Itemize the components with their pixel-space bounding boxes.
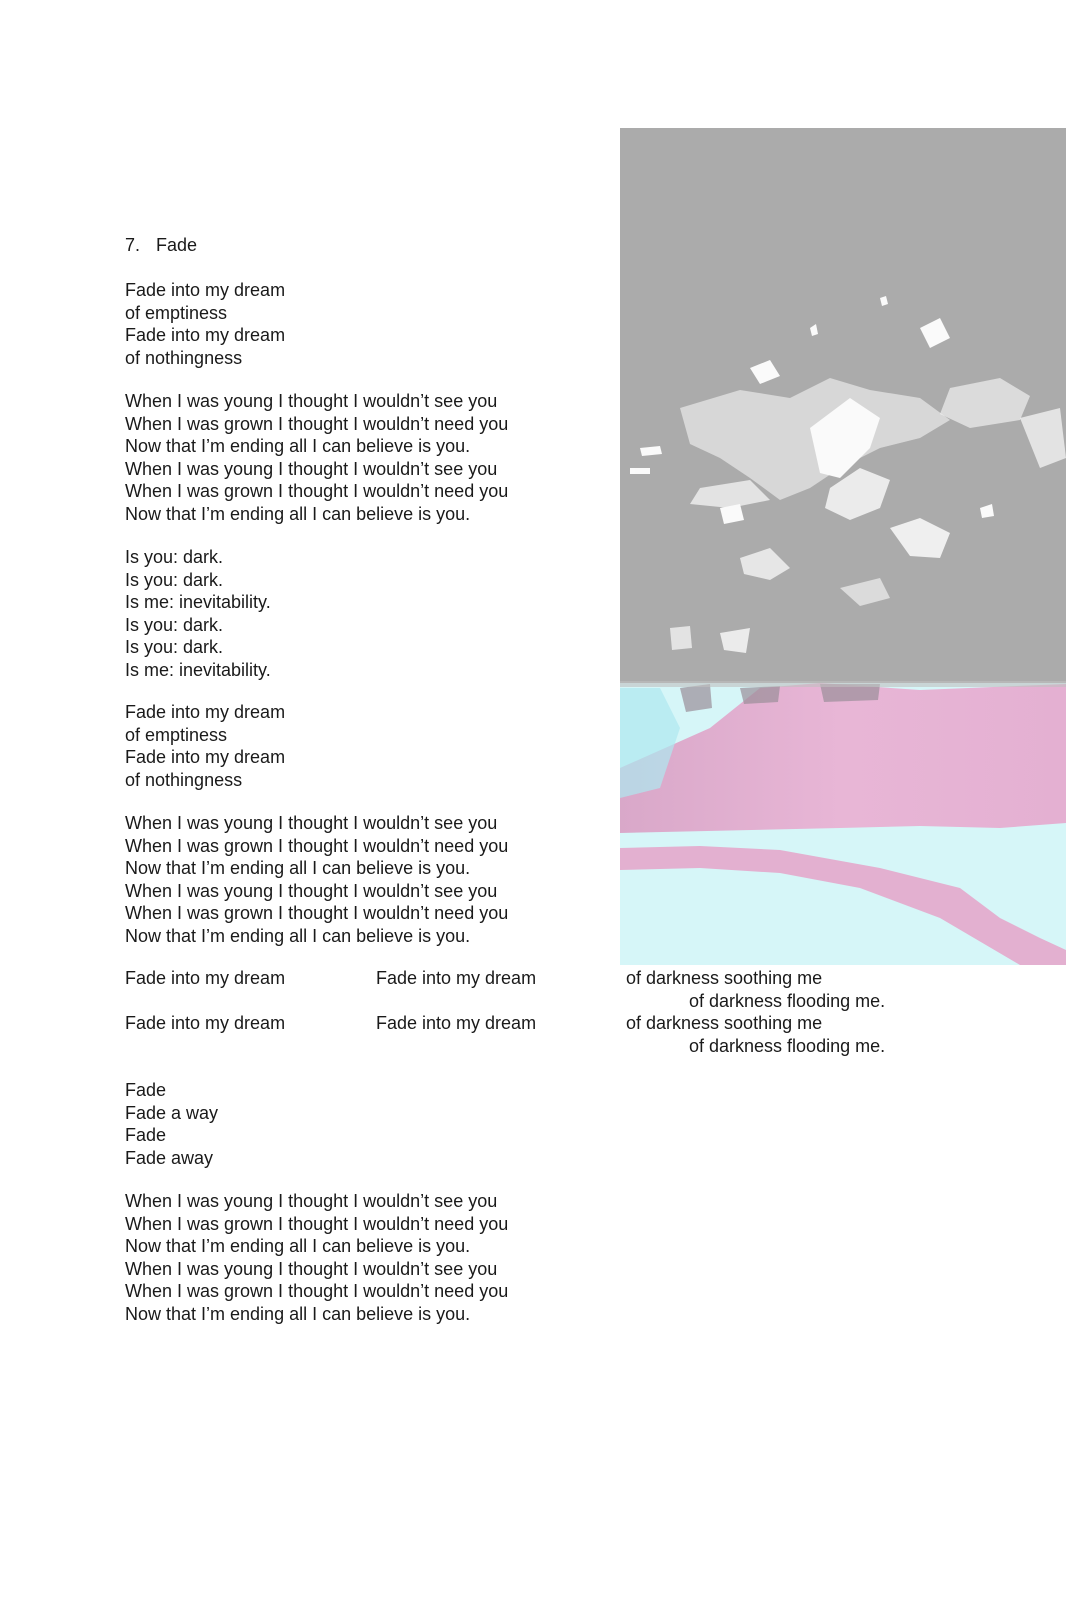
lyric-line: When I was grown I thought I wouldn’t need you	[125, 903, 509, 924]
lyric-line: When I was grown I thought I wouldn’t need you	[125, 1281, 509, 1302]
stanza-8	[125, 1190, 508, 1326]
lyric-line: When I was grown I thought I wouldn’t need you	[125, 481, 509, 502]
lyric-line: Is me: inevitability.	[125, 592, 271, 613]
lyric-line: of nothingness	[125, 769, 243, 790]
lyric-line: Fade into my dream	[125, 702, 286, 722]
lyric-line: Fade	[125, 1080, 167, 1100]
stanza-2	[125, 390, 508, 526]
column-a-line-2: Fade into my dream	[125, 1013, 286, 1033]
column-c-line-2: of darkness flooding me.	[689, 991, 886, 1011]
lyric-line: When I was grown I thought I wouldn’t need you	[125, 835, 509, 856]
lyric-line: of nothingness	[125, 347, 243, 368]
lyric-line: Now that I’m ending all I can believe is you.	[125, 858, 471, 879]
stanza-7	[125, 1079, 218, 1169]
glitch-artwork	[620, 128, 1066, 965]
lyric-line: Fade	[125, 1125, 167, 1146]
lyric-line: Is you: dark.	[125, 637, 224, 658]
song-name: Fade	[156, 235, 198, 255]
lyric-line: When I was young I thought I wouldn’t see you	[125, 1191, 498, 1211]
column-c-line-3: of darkness soothing me	[626, 1013, 823, 1033]
lyric-line: Is you: dark.	[125, 614, 224, 635]
stanza-4	[125, 701, 285, 791]
lyric-line: When I was grown I thought I wouldn’t need you	[125, 1213, 509, 1234]
lyric-line: Fade a way	[125, 1102, 219, 1123]
song-title	[125, 234, 197, 256]
lyric-line: Is you: dark.	[125, 569, 224, 590]
art-gray-strip	[620, 681, 1066, 687]
lyric-line: Now that I’m ending all I can believe is you.	[125, 1236, 471, 1257]
glitch-artwork-svg	[620, 128, 1066, 965]
stanza-1	[125, 279, 285, 369]
lyric-line: When I was grown I thought I wouldn’t need you	[125, 413, 509, 434]
lyric-line: When I was young I thought I wouldn’t see you	[125, 391, 498, 411]
lyric-line: Fade away	[125, 1147, 214, 1168]
column-b-line-1: Fade into my dream	[376, 968, 537, 988]
lyric-line: Is you: dark.	[125, 547, 224, 567]
stanza-3	[125, 546, 271, 682]
lyric-line: Fade into my dream	[125, 747, 286, 768]
lyric-line: of emptiness	[125, 302, 228, 323]
lyric-line: When I was young I thought I wouldn’t see you	[125, 880, 498, 901]
lyric-line: When I was young I thought I wouldn’t see you	[125, 458, 498, 479]
lyric-line: Now that I’m ending all I can believe is you.	[125, 925, 471, 946]
song-number: 7.	[125, 235, 141, 255]
lyric-line: of emptiness	[125, 724, 228, 745]
lyric-line: When I was young I thought I wouldn’t see you	[125, 1258, 498, 1279]
lyric-line: Fade into my dream	[125, 280, 286, 300]
lyric-line: Fade into my dream	[125, 325, 286, 346]
column-a-line-1: Fade into my dream	[125, 968, 286, 988]
lyric-line: Now that I’m ending all I can believe is you.	[125, 436, 471, 457]
lyric-line: Now that I’m ending all I can believe is you.	[125, 1303, 471, 1324]
lyric-line: Is me: inevitability.	[125, 659, 271, 680]
lyric-line: When I was young I thought I wouldn’t see you	[125, 813, 498, 833]
column-c-line-4: of darkness flooding me.	[689, 1036, 886, 1056]
column-b-line-2: Fade into my dream	[376, 1013, 537, 1033]
lyric-line: Now that I’m ending all I can believe is you.	[125, 503, 471, 524]
stanza-5	[125, 812, 508, 948]
column-c-line-1: of darkness soothing me	[626, 968, 823, 988]
